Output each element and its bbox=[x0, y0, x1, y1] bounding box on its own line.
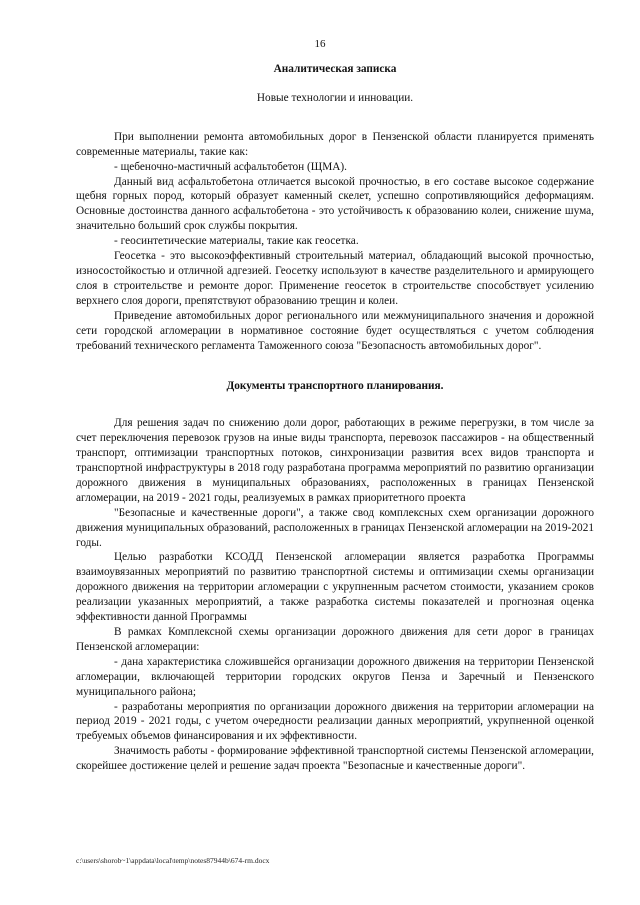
footer-file-path: c:\users\shorob~1\appdata\local\temp\notes87944b\674-rm.docx bbox=[76, 856, 270, 865]
section-title-analytical-note: Аналитическая записка bbox=[273, 63, 397, 75]
list-item: - дана характеристика сложившейся организации дорожного движения на территории Пензенской агломерации, включающей территории городских округов Пенза и Заречный и Пензенского муниципального района; bbox=[76, 655, 594, 698]
paragraph: Приведение автомобильных дорог регионального или межмуниципального значения и дорожной сети городской агломерации в нормативное состояние будет осуществляться с учетом соблюдения требований технического регламента Таможенного союза "Безопасность автомобильных дорог". bbox=[76, 309, 594, 352]
section-title-transport-planning: Документы транспортного планирования. bbox=[226, 380, 444, 393]
page-number: 16 bbox=[314, 38, 326, 50]
paragraph: Данный вид асфальтобетона отличается высокой прочностью, в его составе высокое содержание щебня горных пород, который образует каменный скелет, успешно сопротивляющийся деформациям. Основные достоинства данного асфальтобетона - это устойчивость к образованию колеи, снижение шума, значительно больший срок службы покрытия. bbox=[76, 175, 594, 233]
paragraph: Геосетка - это высокоэффективный строительный материал, обладающий высокой прочностью, износостойкостью и отличной адгезией. Геосетку используют в качестве разделительного и армирующего слоя в строительстве и ремонте дорог. Применение геосеток в строительстве способствует усилению верхнего слоя дороги, препятствуют образованию трещин и колеи. bbox=[76, 250, 594, 307]
list-item: - разработаны мероприятия по организации дорожного движения на территории агломерации на период 2019 - 2021 годы, с учетом очередности реализации данных мероприятий, укрупненной оценкой требуемых объемов финансирования и их эффективности. bbox=[76, 700, 594, 743]
paragraph: В рамках Комплексной схемы организации дорожного движения для сети дорог в границах Пензенской агломерации: bbox=[76, 626, 594, 653]
list-item: - щебеночно-мастичный асфальтобетон (ЩМА). bbox=[114, 160, 347, 173]
paragraph: "Безопасные и качественные дороги", а также свод комплексных схем организации дорожного движения муниципальных образований, расположенных в границах Пензенской агломерации на 2019-2021 годы. bbox=[76, 506, 594, 549]
section-subtitle-technologies: Новые технологии и инновации. bbox=[256, 91, 414, 104]
list-item: - геосинтетические материалы, такие как геосетка. bbox=[114, 235, 359, 248]
paragraph: Целью разработки КСОДД Пензенской агломерации является разработка Программы взаимоувязанных мероприятий по развитию транспортной системы и оптимизации схемы организации дорожного движения на территории агломерации с укрупненным расчетом стоимости, указанием сроков реализации указанных мероприятий, а также разработка системы показателей и прогнозная оценка эффективности данной Программы bbox=[76, 551, 594, 624]
paragraph: Для решения задач по снижению доли дорог, работающих в режиме перегрузки, в том числе за счет переключения перевозок грузов на иные виды транспорта, перевозок пассажиров - на общественный транспорт, оптимизации транспортных потоков, синхронизации развития всех видов транспорта и транспортной инфраструктуры в 2018 году разработана программа мероприятий по развитию организации дорожного движения в муниципальных образованиях, расположенных в границах Пензенской агломерации, на 2019 - 2021 годы, реализуемых в рамках приоритетного проекта bbox=[76, 417, 594, 504]
paragraph: При выполнении ремонта автомобильных дорог в Пензенской области планируется применять современные материалы, такие как: bbox=[76, 130, 594, 158]
paragraph: Значимость работы - формирование эффективной транспортной системы Пензенской агломерации, скорейшее достижение целей и решение задач проекта "Безопасные и качественные дороги". bbox=[76, 745, 594, 773]
document-body bbox=[76, 62, 594, 774]
